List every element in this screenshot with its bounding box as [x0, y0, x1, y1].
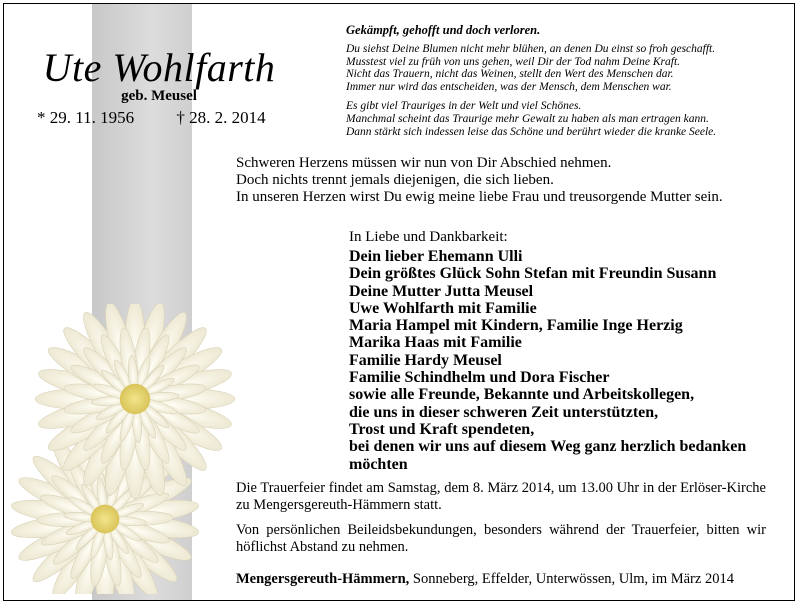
mourner-line: die uns in dieser schweren Zeit unterstützten,	[349, 403, 659, 421]
poem-title: Gekämpft, gehofft und doch verloren.	[346, 23, 541, 37]
death-date: † 28. 2. 2014	[176, 108, 266, 127]
flower-center	[91, 505, 120, 534]
poem-line: Manchmal scheint das Traurige mehr Gewalt zu haben als man ertragen kann.	[346, 112, 709, 125]
poem-stanza	[346, 43, 786, 94]
farewell-line: In unseren Herzen wirst Du ewig meine liebe Frau und treusorgende Mutter sein.	[236, 189, 723, 205]
mourner-line: Familie Hardy Meusel	[349, 351, 502, 369]
mourner-line: möchten	[349, 455, 408, 473]
flower-center	[120, 384, 150, 414]
mourners-list	[349, 248, 746, 473]
farewell-line: Doch nichts trennt jemals diejenigen, die sich lieben.	[236, 172, 554, 188]
poem-line: Immer nur wird das entscheiden, was der Mensch, dem Menschen war.	[346, 81, 672, 94]
place-and-date	[236, 571, 734, 588]
deceased-name: Ute Wohlfarth	[42, 45, 276, 90]
condolence-note: Von persönlichen Beileidsbekundungen, besonders während der Trauerfeier, bitten wir höflichst Abstand zu nehmen.	[236, 522, 766, 555]
upper-flower	[35, 304, 235, 499]
mourner-line: Maria Hampel mit Kindern, Familie Inge Herzig	[349, 317, 683, 335]
mourner-line: Uwe Wohlfarth mit Familie	[349, 299, 537, 317]
obituary-notice	[3, 3, 795, 601]
thanks-heading: In Liebe und Dankbarkeit:	[349, 229, 508, 245]
maiden-name: geb. Meusel	[121, 88, 197, 104]
mourner-line: bei denen wir uns auf diesem Weg ganz herzlich bedanken	[349, 438, 747, 456]
poem-line: Musstest viel zu früh von uns gehen, weil Dir der Tod nahm Deine Kraft.	[346, 55, 681, 68]
mourner-line: sowie alle Freunde, Bekannte und Arbeitskollegen,	[349, 386, 695, 404]
farewell-text	[236, 155, 723, 206]
mourner-line: Marika Haas mit Familie	[349, 334, 522, 352]
mourner-line: Deine Mutter Jutta Meusel	[349, 282, 534, 300]
mourner-line: Trost und Kraft spendeten,	[349, 420, 535, 438]
place-rest: Sonneberg, Effelder, Unterwössen, Ulm, im März 2014	[409, 571, 734, 587]
poem-line: Du siehst Deine Blumen nicht mehr blühen, an denen Du einst so froh geschafft.	[346, 42, 716, 55]
funeral-info: Die Trauerfeier findet am Samstag, dem 8. März 2014, um 13.00 Uhr in der Erlöser-Kirche zu Mengersgereuth-Hämmern statt.	[236, 480, 766, 513]
mourner-line: Dein größtes Glück Sohn Stefan mit Freundin Susann	[349, 265, 717, 283]
place-main: Mengersgereuth-Hämmern,	[236, 571, 410, 587]
dahlia-flower-image	[10, 304, 240, 594]
farewell-line: Schweren Herzens müssen wir nun von Dir Abschied nehmen.	[236, 155, 612, 171]
mourner-line: Familie Schindhelm und Dora Fischer	[349, 369, 610, 387]
mourner-line: Dein lieber Ehemann Ulli	[349, 248, 523, 265]
poem-stanza	[346, 100, 786, 138]
poem	[346, 24, 786, 144]
poem-line: Dann stärkt sich indessen leise das Schöne und berührt wieder die kranke Seele.	[346, 125, 717, 138]
poem-line: Es gibt viel Trauriges in der Welt und viel Schönes.	[346, 99, 582, 112]
birth-date: * 29. 11. 1956	[37, 108, 135, 127]
life-dates	[37, 108, 266, 128]
poem-line: Nicht das Trauern, nicht das Weinen, stellt den Wert des Menschen dar.	[346, 68, 674, 81]
